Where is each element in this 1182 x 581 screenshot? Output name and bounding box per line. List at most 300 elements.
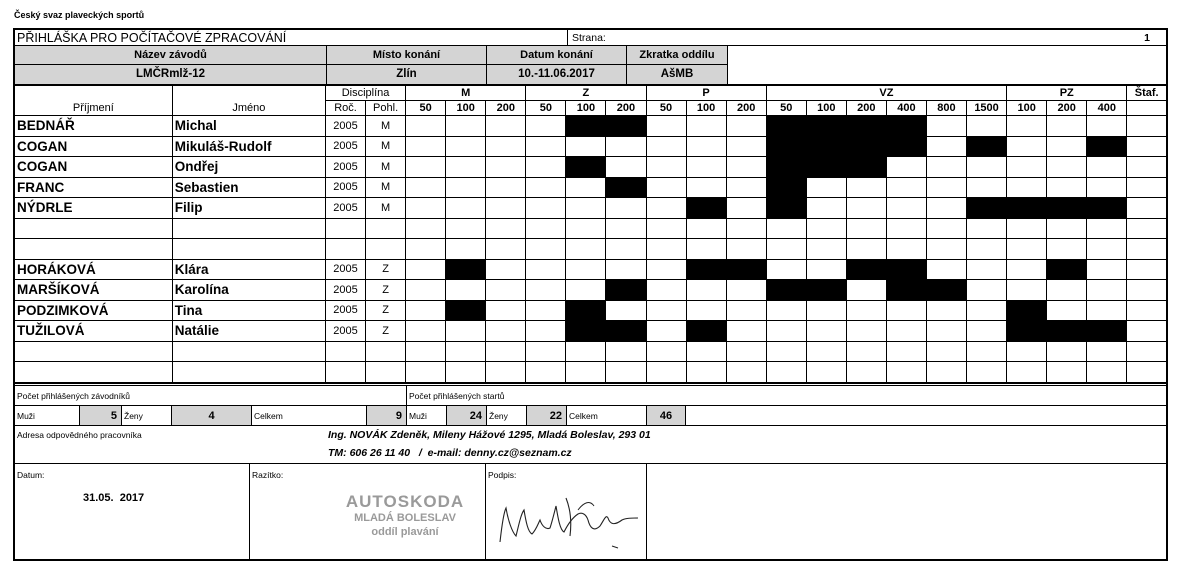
swimmer-row [14,259,1167,280]
entry-mark-empty [406,300,446,321]
entry-mark-empty [886,341,926,362]
entry-mark-filled [846,259,886,280]
swimmer-year: 2005 [326,157,366,178]
entry-mark-filled [446,300,486,321]
entry-mark-filled [566,300,606,321]
entry-mark-filled [886,116,926,137]
entry-mark-empty [1007,116,1047,137]
swimmer-surname [14,239,172,260]
entry-mark-empty [726,280,766,301]
entry-mark-empty [1007,157,1047,178]
entry-mark-filled [967,136,1007,157]
stamp-field-label: Razítko: [252,469,284,480]
discipline-header: Disciplína [326,86,406,101]
entry-mark-empty [686,362,726,383]
swimmer-year: 2005 [326,321,366,342]
entry-mark-filled [766,280,806,301]
swimmer-row [14,218,1167,239]
swimmer-firstname: Ondřej [172,157,325,178]
entry-mark-filled [846,116,886,137]
event-name-label: Název závodů [15,46,326,65]
entry-mark-filled [766,136,806,157]
swimmer-year: 2005 [326,259,366,280]
entry-mark-empty [1127,362,1167,383]
swimmer-year [326,341,366,362]
entry-mark-empty [1087,177,1127,198]
entry-mark-empty [766,218,806,239]
club-code: AšMB [626,65,728,84]
entry-mark-empty [526,300,566,321]
entry-mark-empty [806,362,846,383]
entry-mark-empty [766,259,806,280]
entry-mark-empty [566,259,606,280]
entry-mark-empty [646,362,686,383]
stamp-box [249,464,485,559]
entry-mark-empty [526,157,566,178]
year-header: Roč. [326,101,366,116]
swimmer-sex [366,341,406,362]
entry-mark-empty [726,218,766,239]
swimmer-year: 2005 [326,300,366,321]
title-row [13,28,1168,46]
entry-mark-filled [926,280,966,301]
entry-mark-empty [1047,280,1087,301]
entry-mark-empty [566,280,606,301]
entry-mark-empty [446,218,486,239]
entry-mark-empty [566,177,606,198]
entry-mark-empty [606,198,646,219]
swimmer-surname: MARŠÍKOVÁ [14,280,172,301]
entry-mark-empty [1087,218,1127,239]
swimmer-year: 2005 [326,198,366,219]
entry-mark-empty [526,198,566,219]
contact-label: Adresa odpovědného pracovníka [17,429,142,440]
entry-mark-filled [686,259,726,280]
signature-field-label: Podpis: [488,469,517,480]
summary-values-row [13,406,1168,426]
entry-mark-empty [1127,321,1167,342]
swimmer-sex: M [366,157,406,178]
entry-mark-empty [686,218,726,239]
swimmer-row [14,341,1167,362]
entry-mark-empty [406,116,446,137]
entry-mark-empty [967,177,1007,198]
entry-mark-empty [486,300,526,321]
entry-mark-empty [926,157,966,178]
swimmer-sex [366,239,406,260]
entry-mark-empty [566,136,606,157]
entry-mark-empty [1127,157,1167,178]
entry-mark-empty [686,239,726,260]
entry-mark-empty [526,259,566,280]
entry-mark-empty [1087,259,1127,280]
swimmer-row [14,136,1167,157]
entry-mark-empty [726,198,766,219]
entry-mark-empty [926,136,966,157]
swimmer-firstname: Tina [172,300,325,321]
entry-mark-empty [1047,239,1087,260]
entry-mark-empty [886,300,926,321]
entry-mark-empty [686,341,726,362]
entry-mark-empty [646,280,686,301]
swimmer-row [14,280,1167,301]
entry-mark-empty [806,321,846,342]
swimmer-sex: Z [366,259,406,280]
entries-table [13,85,1168,383]
entry-mark-empty [1127,116,1167,137]
entry-mark-empty [606,259,646,280]
place-label: Místo konání [326,46,486,65]
swimmer-sex [366,218,406,239]
entry-mark-empty [1007,239,1047,260]
swimmer-sex: Z [366,280,406,301]
signed-date: 31.05. 2017 [83,491,145,504]
swimmer-surname: FRANC [14,177,172,198]
group-header-m: M [406,86,526,101]
entry-mark-filled [1047,198,1087,219]
group-header-pz: PZ [1007,86,1127,101]
organization-name: Český svaz plaveckých sportů [14,10,145,20]
handwritten-signature [492,484,642,554]
swimmer-surname: COGAN [14,136,172,157]
entry-mark-empty [446,177,486,198]
entry-mark-empty [686,177,726,198]
distance-header: 1500 [967,101,1007,116]
entry-mark-empty [486,239,526,260]
entry-mark-empty [526,177,566,198]
swimmer-firstname [172,341,325,362]
entry-mark-filled [886,259,926,280]
relay-distance-header [1127,101,1167,116]
entry-mark-empty [967,116,1007,137]
entry-mark-empty [486,198,526,219]
entry-mark-filled [1007,198,1047,219]
starts-men: 24 [446,406,486,425]
entry-mark-empty [846,198,886,219]
event-date: 10.-11.06.2017 [486,65,626,84]
swimmer-surname: COGAN [14,157,172,178]
entry-mark-empty [967,157,1007,178]
entry-mark-empty [1127,177,1167,198]
entry-mark-filled [846,136,886,157]
entry-mark-empty [1087,341,1127,362]
entry-mark-empty [1127,341,1167,362]
entry-mark-empty [566,362,606,383]
entry-mark-filled [446,259,486,280]
entry-mark-filled [1087,136,1127,157]
swimmer-row [14,157,1167,178]
distance-header: 50 [646,101,686,116]
event-place: Zlín [326,65,486,84]
entry-mark-empty [886,321,926,342]
entry-mark-empty [846,280,886,301]
entry-mark-empty [967,259,1007,280]
entry-mark-empty [646,136,686,157]
competitors-total-label: Celkem [251,406,366,425]
entry-mark-empty [846,341,886,362]
entry-mark-empty [1007,259,1047,280]
entry-mark-empty [1087,300,1127,321]
date-field-label: Datum: [17,469,45,480]
starts-women-label: Ženy [486,406,526,425]
swimmer-row [14,116,1167,137]
entry-mark-empty [406,157,446,178]
entry-mark-empty [1047,218,1087,239]
event-values-row [13,65,1168,85]
entry-mark-empty [846,239,886,260]
entry-mark-filled [566,157,606,178]
entry-mark-empty [1047,116,1087,137]
swimmer-surname: NÝDRLE [14,198,172,219]
entry-mark-empty [806,198,846,219]
entry-mark-empty [406,259,446,280]
entry-mark-empty [806,239,846,260]
entry-mark-empty [646,341,686,362]
entry-mark-empty [406,136,446,157]
entry-mark-empty [406,177,446,198]
entry-mark-empty [446,116,486,137]
swimmer-row [14,239,1167,260]
entry-mark-empty [926,341,966,362]
swimmer-year: 2005 [326,116,366,137]
distance-header: 200 [486,101,526,116]
entry-mark-empty [486,321,526,342]
distance-header: 50 [766,101,806,116]
entry-mark-empty [926,239,966,260]
entry-mark-empty [446,239,486,260]
entry-mark-empty [926,321,966,342]
entry-mark-empty [526,341,566,362]
entry-mark-empty [886,362,926,383]
entry-mark-filled [1087,321,1127,342]
entry-mark-empty [1047,177,1087,198]
distance-header: 100 [806,101,846,116]
entry-mark-empty [726,300,766,321]
entry-mark-filled [726,259,766,280]
swimmer-row [14,300,1167,321]
swimmer-year: 2005 [326,177,366,198]
entry-mark-empty [526,280,566,301]
entry-mark-empty [886,218,926,239]
entry-mark-empty [1127,300,1167,321]
entry-mark-empty [926,218,966,239]
swimmer-firstname [172,239,325,260]
entry-mark-empty [606,239,646,260]
relay-header: Štaf. [1127,86,1167,101]
entry-mark-empty [1047,136,1087,157]
entry-mark-empty [486,341,526,362]
entry-mark-empty [846,321,886,342]
firstname-header: Jméno [172,101,325,116]
signature-box [485,464,647,559]
entry-mark-empty [886,239,926,260]
entry-mark-empty [846,177,886,198]
entry-mark-empty [406,218,446,239]
entry-mark-empty [646,239,686,260]
entry-mark-empty [967,341,1007,362]
entry-mark-filled [606,321,646,342]
entry-mark-empty [526,218,566,239]
competitors-men: 5 [79,406,121,425]
entry-mark-empty [766,300,806,321]
entry-mark-empty [967,239,1007,260]
entry-mark-empty [726,341,766,362]
entry-mark-empty [606,136,646,157]
entry-mark-empty [1087,362,1127,383]
entry-mark-empty [846,300,886,321]
stamp-line-1: AUTOSKODA [345,491,465,511]
entry-mark-empty [806,259,846,280]
entry-mark-empty [486,136,526,157]
entry-mark-empty [446,362,486,383]
entry-mark-empty [406,280,446,301]
swimmer-row [14,198,1167,219]
entry-mark-empty [1087,116,1127,137]
form-title: PŘIHLÁŠKA PRO POČÍTAČOVÉ ZPRACOVÁNÍ [17,31,287,45]
entry-mark-filled [806,157,846,178]
entry-mark-empty [646,300,686,321]
swimmer-firstname: Karolína [172,280,325,301]
swimmer-surname: PODZIMKOVÁ [14,300,172,321]
entry-mark-empty [646,321,686,342]
entry-mark-empty [446,341,486,362]
entry-mark-empty [406,239,446,260]
entry-mark-empty [846,218,886,239]
entry-mark-filled [606,280,646,301]
entry-mark-empty [1007,136,1047,157]
entry-mark-empty [686,116,726,137]
entry-mark-empty [967,362,1007,383]
strana-label: Strana: [567,30,1127,45]
entry-mark-empty [967,321,1007,342]
entry-mark-filled [806,136,846,157]
footer-row [13,464,1168,561]
entry-mark-empty [926,362,966,383]
entry-mark-empty [926,198,966,219]
swimmer-firstname: Natálie [172,321,325,342]
entry-mark-filled [846,157,886,178]
swimmer-surname: TUŽILOVÁ [14,321,172,342]
distance-header: 200 [726,101,766,116]
swimmer-sex [366,362,406,383]
entry-mark-empty [526,239,566,260]
entry-mark-empty [686,300,726,321]
entry-mark-empty [846,362,886,383]
swimmer-row [14,321,1167,342]
swimmer-firstname [172,218,325,239]
entry-mark-filled [766,157,806,178]
entry-mark-empty [566,341,606,362]
distance-header: 100 [446,101,486,116]
entry-mark-filled [606,116,646,137]
stamp-line-2: MLADÁ BOLESLAV [354,511,456,524]
entry-mark-empty [686,157,726,178]
group-header-z: Z [526,86,646,101]
event-labels-row [13,46,1168,65]
entry-mark-empty [1047,362,1087,383]
entry-mark-empty [766,362,806,383]
entry-mark-empty [646,116,686,137]
group-header-vz: VZ [766,86,1006,101]
entry-mark-filled [1047,259,1087,280]
starts-women: 22 [526,406,566,425]
swimmer-row [14,177,1167,198]
swimmer-sex: Z [366,321,406,342]
entry-mark-empty [446,136,486,157]
entry-mark-empty [606,341,646,362]
entry-mark-empty [566,239,606,260]
starts-total: 46 [646,406,686,425]
entry-mark-filled [566,116,606,137]
entry-mark-empty [406,321,446,342]
swimmer-sex: M [366,116,406,137]
entry-mark-filled [1007,321,1047,342]
competitors-total: 9 [366,406,406,425]
entry-mark-empty [406,341,446,362]
contact-phone-email: TM: 606 26 11 40 / e-mail: denny.cz@seznam.cz [328,446,572,459]
entry-mark-empty [926,177,966,198]
surname-header-top [14,86,172,101]
group-header-p: P [646,86,766,101]
entry-mark-empty [806,341,846,362]
distance-header: 100 [1007,101,1047,116]
swimmer-sex: M [366,198,406,219]
entry-mark-empty [646,198,686,219]
competitors-label: Počet přihlášených závodníků [17,390,130,401]
entry-mark-filled [806,280,846,301]
entry-mark-empty [926,116,966,137]
entry-mark-filled [686,321,726,342]
entry-mark-empty [726,239,766,260]
swimmer-sex: M [366,136,406,157]
stamp-line-3: oddíl plavání [371,525,439,538]
distance-header: 100 [566,101,606,116]
entry-mark-filled [967,198,1007,219]
entry-mark-empty [967,280,1007,301]
surname-header: Příjmení [14,101,172,116]
entry-mark-empty [967,300,1007,321]
entry-mark-empty [1127,280,1167,301]
entry-mark-empty [446,198,486,219]
entry-mark-empty [486,259,526,280]
distance-header: 400 [1087,101,1127,116]
entry-mark-empty [446,280,486,301]
entry-mark-empty [1127,239,1167,260]
swimmer-surname: BEDNÁŘ [14,116,172,137]
competitors-men-label: Muži [17,410,35,421]
summary-labels-row [13,386,1168,406]
entry-mark-empty [646,259,686,280]
entry-mark-filled [1087,198,1127,219]
entry-mark-empty [766,239,806,260]
entry-mark-filled [886,280,926,301]
starts-total-label: Celkem [566,406,646,425]
entry-mark-empty [926,259,966,280]
swimmer-firstname [172,362,325,383]
entry-mark-empty [766,341,806,362]
entry-mark-empty [646,177,686,198]
entry-mark-empty [967,218,1007,239]
entry-mark-empty [766,321,806,342]
entry-mark-empty [726,321,766,342]
entry-mark-empty [1047,157,1087,178]
entry-mark-empty [526,116,566,137]
swimmer-surname [14,218,172,239]
entry-mark-empty [1007,218,1047,239]
entry-mark-empty [806,300,846,321]
entry-mark-empty [446,157,486,178]
contact-row [13,426,1168,464]
